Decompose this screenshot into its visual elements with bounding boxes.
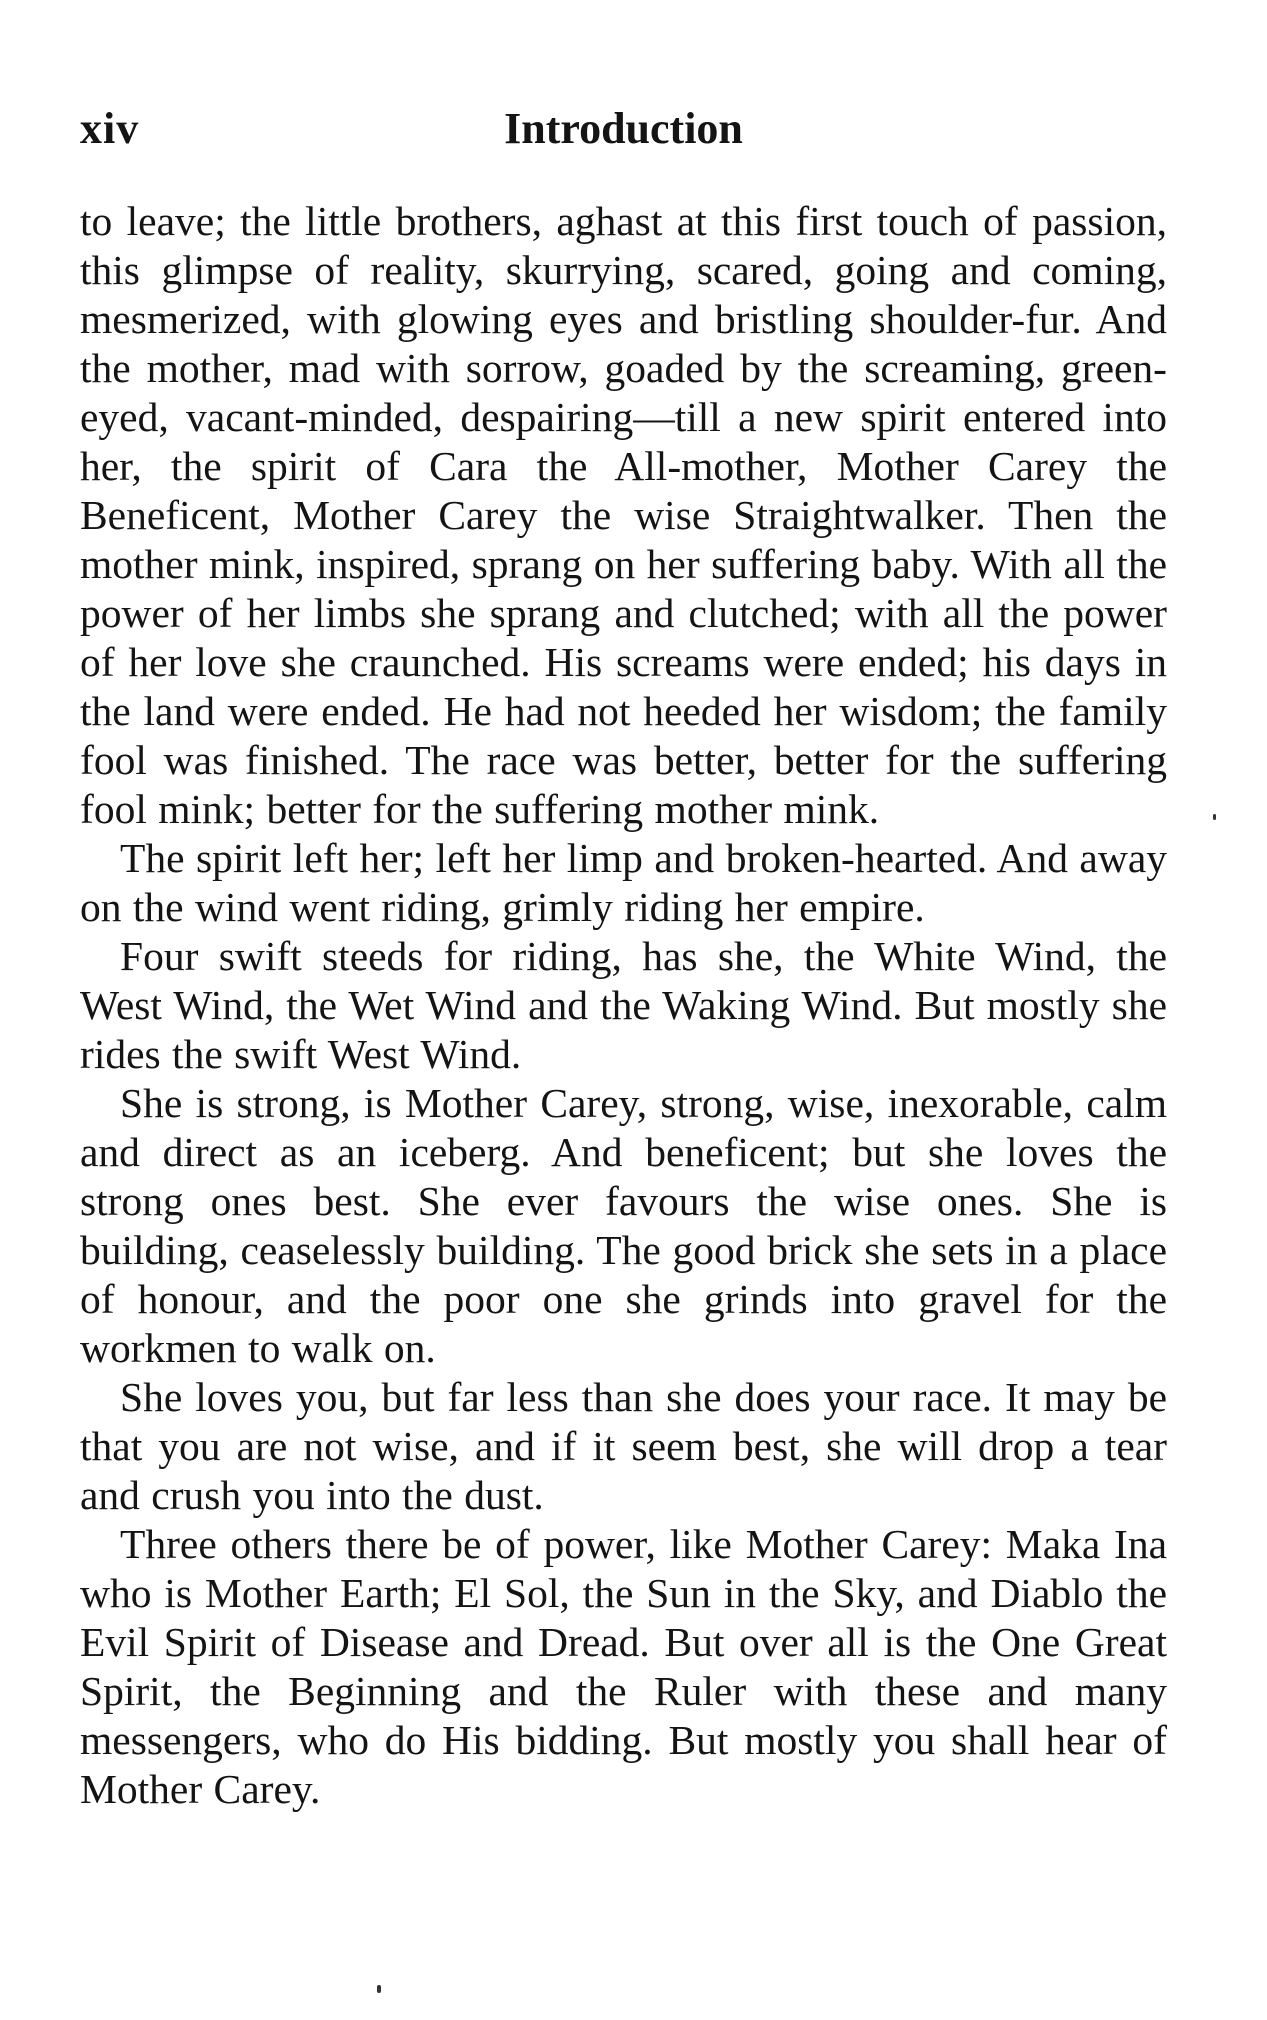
page-number: xiv (80, 104, 140, 153)
paragraph: She loves you, but far less than she does your race. It may be that you are not wise, and if it seem best, she will drop a tear and crush you into the dust. (80, 1374, 1167, 1518)
running-head (80, 103, 1167, 163)
body-text (80, 197, 1167, 1814)
paragraph: The spirit left her; left her limp and broken-hearted. And away on the wind went riding, grimly riding her empire. (80, 835, 1167, 930)
print-speck (377, 1985, 381, 1993)
paragraph: Four swift steeds for riding, has she, the White Wind, the West Wind, the Wet Wind and the Waking Wind. But mostly she rides the swift West Wind. (80, 933, 1167, 1077)
print-speck (1213, 814, 1216, 820)
running-title: Introduction (504, 104, 743, 153)
paragraph: She is strong, is Mother Carey, strong, wise, inexorable, calm and direct as an iceberg. And beneficent; but she loves the strong ones best. She ever favours the wise ones. She is building, ceaselessly building. The good brick she sets in a place of honour, and the poor one she grinds into gravel for the workmen to walk on. (80, 1080, 1167, 1371)
paragraph-continued: to leave; the little brothers, aghast at this first touch of passion, this glimpse of reality, skurrying, scared, going and coming, mesmerized, with glowing eyes and bristling shoulder-fur. And the mother, mad with sorrow, goaded by the screaming, green-eyed, vacant-minded, despairing—till a new spirit entered into her, the spirit of Cara the All-mother, Mother Carey the Beneficent, Mother Carey the wise Straightwalker. Then the mother mink, inspired, sprang on her suffering baby. With all the power of her limbs she sprang and clutched; with all the power of her love she craunched. His screams were ended; his days in the land were ended. He had not heeded her wisdom; the family fool was finished. The race was better, better for the suffering fool mink; better for the suffering mother mink. (80, 198, 1167, 832)
paragraph: Three others there be of power, like Mother Carey: Maka Ina who is Mother Earth; El Sol, the Sun in the Sky, and Diablo the Evil Spirit of Disease and Dread. But over all is the One Great Spirit, the Beginning and the Ruler with these and many messengers, who do His bidding. But mostly you shall hear of Mother Carey. (80, 1521, 1167, 1812)
